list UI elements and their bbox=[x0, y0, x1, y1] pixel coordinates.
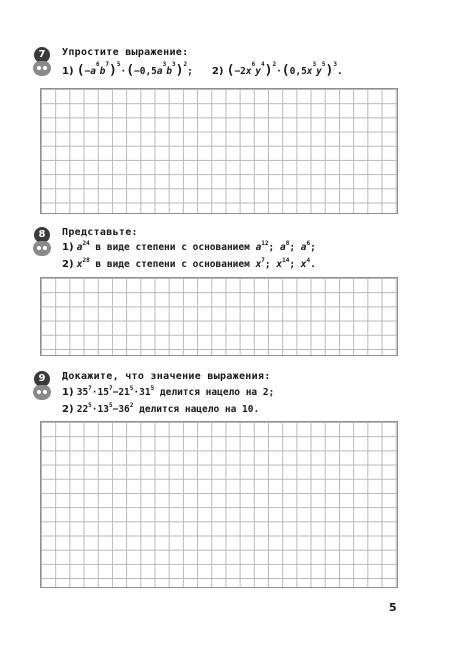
task-badge bbox=[32, 47, 52, 81]
answer-grid[interactable] bbox=[40, 421, 398, 588]
task-number: 7 bbox=[34, 47, 50, 63]
task-title: Упростите выражение: bbox=[62, 47, 189, 58]
task-badge bbox=[32, 371, 52, 405]
smiley-icon bbox=[33, 385, 51, 400]
task-number: 9 bbox=[34, 371, 50, 387]
task-item: 1) $a^{24}$ в виде степени с основанием $a^{12}$; $a^8$; $a^6$; bbox=[62, 240, 316, 253]
answer-grid[interactable] bbox=[40, 277, 398, 356]
task-item: 2) $22^5\cdot 13^5-36^2$ делится нацело на 10. bbox=[62, 402, 260, 415]
task-title: Докажите, что значение выражения: bbox=[62, 371, 271, 382]
task-number: 8 bbox=[34, 227, 50, 243]
smiley-icon bbox=[33, 61, 51, 76]
task-title: Представьте: bbox=[62, 227, 138, 238]
task-item: 1) $35^7\cdot 15^7-21^5\cdot 31^5$ делится нацело на 2; bbox=[62, 385, 275, 398]
task-item: 2) $x^{28}$ в виде степени с основанием $x^7$; $x^{14}$; $x^4$. bbox=[62, 257, 316, 270]
task-badge bbox=[32, 227, 52, 261]
answer-grid[interactable] bbox=[40, 88, 398, 214]
page-number: 5 bbox=[389, 601, 397, 614]
task-item: 1) $(-a^6b^7)^5\cdot(-0,5a^3b^3)^2$; 2) $(-2x^6y^4)^2\cdot(0,5x^3y^5)^3$. bbox=[62, 61, 343, 78]
smiley-icon bbox=[33, 241, 51, 256]
